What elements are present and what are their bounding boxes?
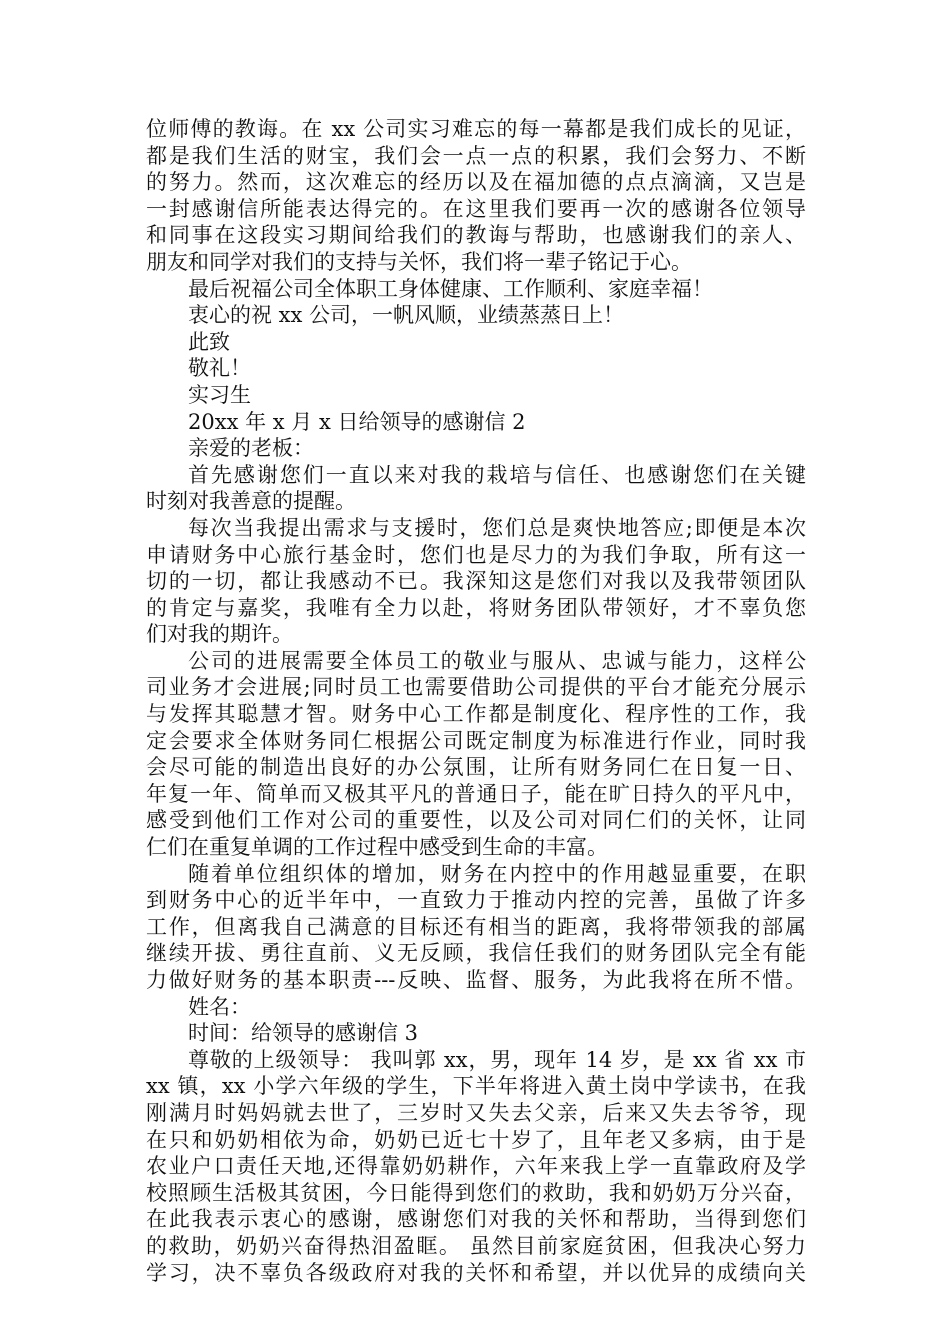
text-line: 定会要求全体财务同仁根据公司既定制度为标准进行作业，同时我 <box>146 728 806 753</box>
text-line: 继续开拔、勇往直前、义无反顾，我信任我们的财务团队完全有能 <box>146 941 806 966</box>
text-line: 的努力。然而，这次难忘的经历以及在福加德的点点滴滴，又岂是 <box>146 170 806 195</box>
text-line: 公司的进展需要全体员工的敬业与服从、忠诚与能力，这样公 <box>188 648 806 673</box>
text-line: 刚满月时妈妈就去世了，三岁时又失去父亲，后来又失去爷爷，现 <box>146 1100 806 1125</box>
text-line: 司业务才会进展;同时员工也需要借助公司提供的平台才能充分展示 <box>146 675 806 700</box>
text-line: 切的一切，都让我感动不已。我深知这是您们对我以及我带领团队 <box>146 569 806 594</box>
text-line: xx 镇，xx 小学六年级的学生，下半年将进入黄土岗中学读书，在我 <box>146 1074 806 1099</box>
text-line: 尊敬的上级领导： 我叫郭 xx，男，现年 14 岁，是 xx 省 xx 市 <box>188 1047 806 1072</box>
text-line: 亲爱的老板： <box>188 436 314 461</box>
text-line: 时刻对我善意的提醒。 <box>146 489 356 514</box>
text-line: 20xx 年 x 月 x 日给领导的感谢信 2 <box>188 409 526 434</box>
text-line: 仁们在重复单调的工作过程中感受到生命的丰富。 <box>146 835 608 860</box>
text-line: 敬礼！ <box>188 356 251 381</box>
text-line: 在只和奶奶相依为命，奶奶已近七十岁了，且年老又多病，由于是 <box>146 1127 806 1152</box>
text-line: 学习，决不辜负各级政府对我的关怀和希望，并以优异的成绩向关 <box>146 1260 806 1285</box>
text-line: 的肯定与嘉奖，我唯有全力以赴，将财务团队带领好，才不辜负您 <box>146 595 806 620</box>
text-line: 的救助，奶奶兴奋得热泪盈眶。 虽然目前家庭贫困，但我决心努力 <box>146 1233 806 1258</box>
text-line: 年复一年、简单而又极其平凡的普通日子，能在旷日持久的平凡中， <box>146 781 806 806</box>
text-line: 衷心的祝 xx 公司，一帆风顺，业绩蒸蒸日上！ <box>188 303 625 328</box>
text-line: 感受到他们工作对公司的重要性，以及公司对同仁们的关怀，让同 <box>146 808 806 833</box>
text-line: 每次当我提出需求与支援时，您们总是爽快地答应;即便是本次 <box>188 515 806 540</box>
text-line: 都是我们生活的财宝，我们会一点一点的积累，我们会努力、不断 <box>146 143 806 168</box>
document-body <box>146 116 806 1286</box>
text-line: 们对我的期许。 <box>146 622 293 647</box>
text-line: 到财务中心的近半年中，一直致力于推动内控的完善，虽做了许多 <box>146 888 806 913</box>
text-line: 在此我表示衷心的感谢，感谢您们对我的关怀和帮助，当得到您们 <box>146 1207 806 1232</box>
text-line: 随着单位组织体的增加，财务在内控中的作用越显重要，在职 <box>188 861 806 886</box>
text-line: 一封感谢信所能表达得完的。在这里我们要再一次的感谢各位领导 <box>146 196 806 221</box>
text-line: 时间：给领导的感谢信 3 <box>188 1021 419 1046</box>
text-line: 与发挥其聪慧才智。财务中心工作都是制度化、程序性的工作，我 <box>146 702 806 727</box>
text-line: 实习生 <box>188 382 251 407</box>
text-line: 姓名： <box>188 994 251 1019</box>
text-line: 此致 <box>188 329 230 354</box>
text-line: 会尽可能的制造出良好的办公氛围，让所有财务同仁在日复一日、 <box>146 755 806 780</box>
text-line: 位师傅的教诲。在 xx 公司实习难忘的每一幕都是我们成长的见证， <box>146 117 806 141</box>
text-line: 首先感谢您们一直以来对我的栽培与信任、也感谢您们在关键 <box>188 462 806 487</box>
text-line: 力做好财务的基本职责---反映、监督、服务，为此我将在所不惜。 <box>146 968 806 992</box>
text-line: 申请财务中心旅行基金时，您们也是尽力的为我们争取，所有这一 <box>146 542 806 567</box>
text-line: 朋友和同学对我们的支持与关怀，我们将一辈子铭记于心。 <box>146 249 692 274</box>
text-line: 校照顾生活极其贫困，今日能得到您们的救助，我和奶奶万分兴奋， <box>146 1180 806 1205</box>
text-line: 和同事在这段实习期间给我们的教诲与帮助，也感谢我们的亲人、 <box>146 223 806 248</box>
text-line: 工作，但离我自己满意的目标还有相当的距离，我将带领我的部属 <box>146 914 806 939</box>
text-line: 最后祝福公司全体职工身体健康、工作顺利、家庭幸福！ <box>188 276 713 301</box>
text-line: 农业户口责任天地,还得靠奶奶耕作，六年来我上学一直靠政府及学 <box>146 1154 806 1179</box>
